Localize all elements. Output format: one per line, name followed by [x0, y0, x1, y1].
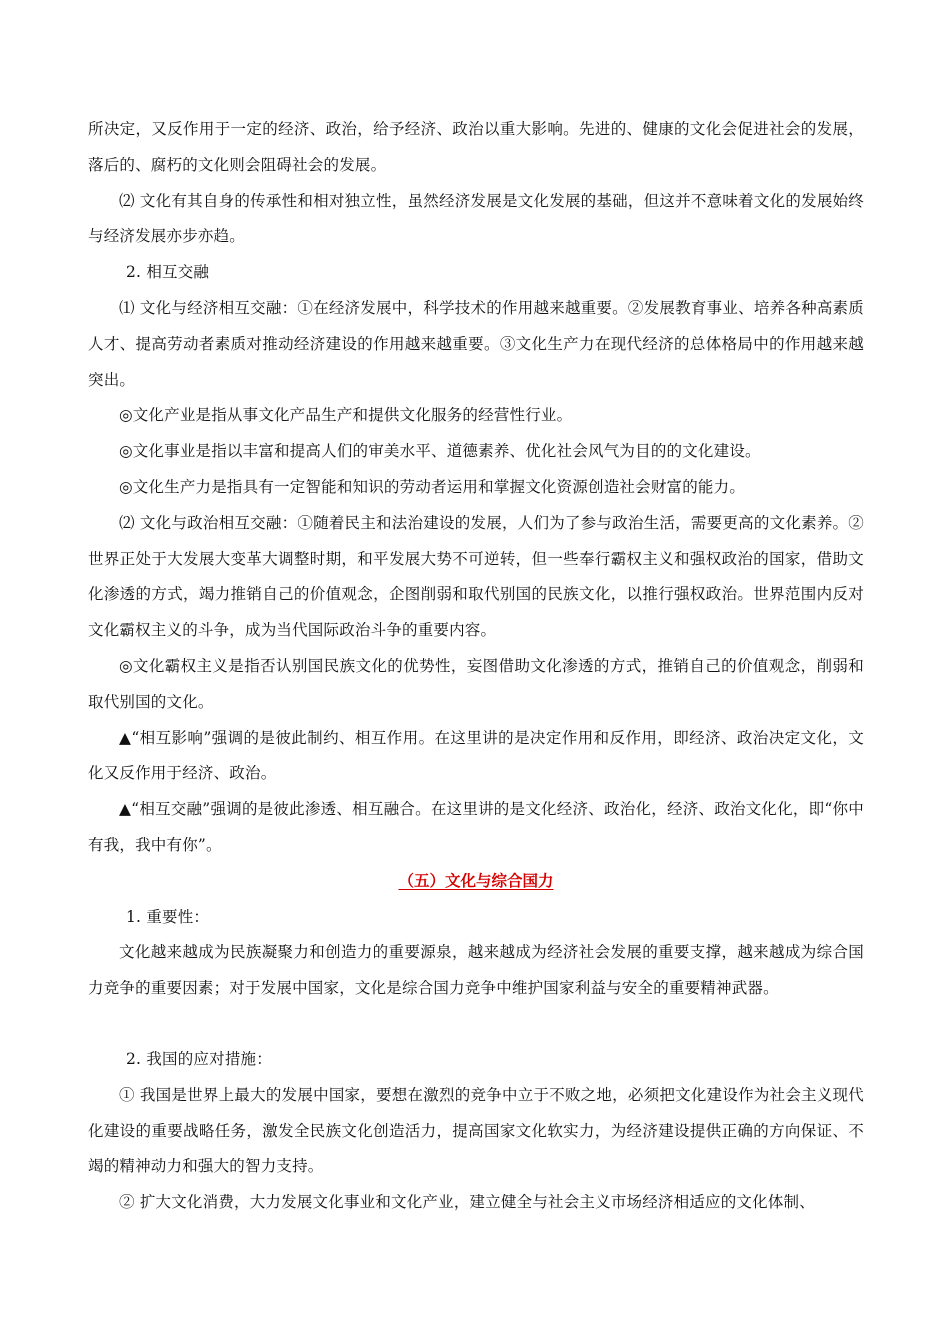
subheading-mutual-integration: 2. 相互交融 [126, 263, 210, 282]
paragraph-culture-independence: ⑵ 文化有其自身的传承性和相对独立性，虽然经济发展是文化发展的基础，但这并不意味着文化的发展始终与经济发展亦步亦趋。 [88, 191, 864, 246]
blank-line [88, 1007, 864, 1042]
subheading-countermeasures: 2. 我国的应对措施： [126, 1049, 272, 1068]
note-mutual-integration: ▲“相互交融”强调的是彼此渗透、相互融合。在这里讲的是文化经济、政治化，经济、政治文化化，即“你中有我，我中有你”。 [88, 800, 864, 854]
paragraph-measure-2: ② 扩大文化消费，大力发展文化事业和文化产业，建立健全与社会主义市场经济相适应的文化体制、 [119, 1193, 815, 1212]
definition-culture-undertaking: ◎文化事业是指以丰富和提高人们的审美水平、道德素养、优化社会风气为目的的文化建设。 [119, 442, 761, 461]
subheading-importance: 1. 重要性： [126, 907, 210, 926]
paragraph-continuation: 所决定，又反作用于一定的经济、政治，给予经济、政治以重大影响。先进的、健康的文化会促进社会的发展，落后的、腐朽的文化则会阻碍社会的发展。 [88, 120, 864, 174]
note-mutual-influence: ▲“相互影响”强调的是彼此制约、相互作用。在这里讲的是决定作用和反作用，即经济、政治决定文化，文化又反作用于经济、政治。 [88, 728, 864, 783]
section-title: （五）文化与综合国力 [398, 871, 554, 890]
paragraph-importance: 文化越来越成为民族凝聚力和创造力的重要源泉，越来越成为经济社会发展的重要支撑，越来越成为综合国力竞争的重要因素；对于发展中国家，文化是综合国力竞争中维护国家利益与安全的重要精神武器。 [88, 943, 864, 998]
definition-cultural-hegemony: ◎文化霸权主义是指否认别国民族文化的优势性，妄图借助文化渗透的方式，推销自己的价值观念，削弱和取代别国的文化。 [88, 656, 864, 711]
definition-culture-industry: ◎文化产业是指从事文化产品生产和提供文化服务的经营性行业。 [119, 406, 573, 425]
paragraph-culture-politics: ⑵ 文化与政治相互交融：①随着民主和法治建设的发展，人们为了参与政治生活，需要更高的文化素养。②世界正处于大发展大变革大调整时期，和平发展大势不可逆转，但一些奉行霸权主义和强权政治的国家，借助文化渗透的方式，竭力推销自己的价值观念，企图削弱和取代别国的民族文化，以推行强权政治。世界范围内反对文化霸权主义的斗争，成为当代国际政治斗争的重要内容。 [88, 513, 864, 640]
document-page [88, 112, 864, 1221]
paragraph-culture-economy: ⑴ 文化与经济相互交融：①在经济发展中，科学技术的作用越来越重要。②发展教育事业、培养各种高素质人才、提高劳动者素质对推动经济建设的作用越来越重要。③文化生产力在现代经济的总体格局中的作用越来越突出。 [88, 298, 864, 389]
paragraph-measure-1: ① 我国是世界上最大的发展中国家，要想在激烈的竞争中立于不败之地，必须把文化建设作为社会主义现代化建设的重要战略任务，激发全民族文化创造活力，提高国家文化软实力，为经济建设提供正确的方向保证、不竭的精神动力和强大的智力支持。 [88, 1085, 864, 1176]
definition-culture-productivity: ◎文化生产力是指具有一定智能和知识的劳动者运用和掌握文化资源创造社会财富的能力。 [119, 477, 746, 496]
